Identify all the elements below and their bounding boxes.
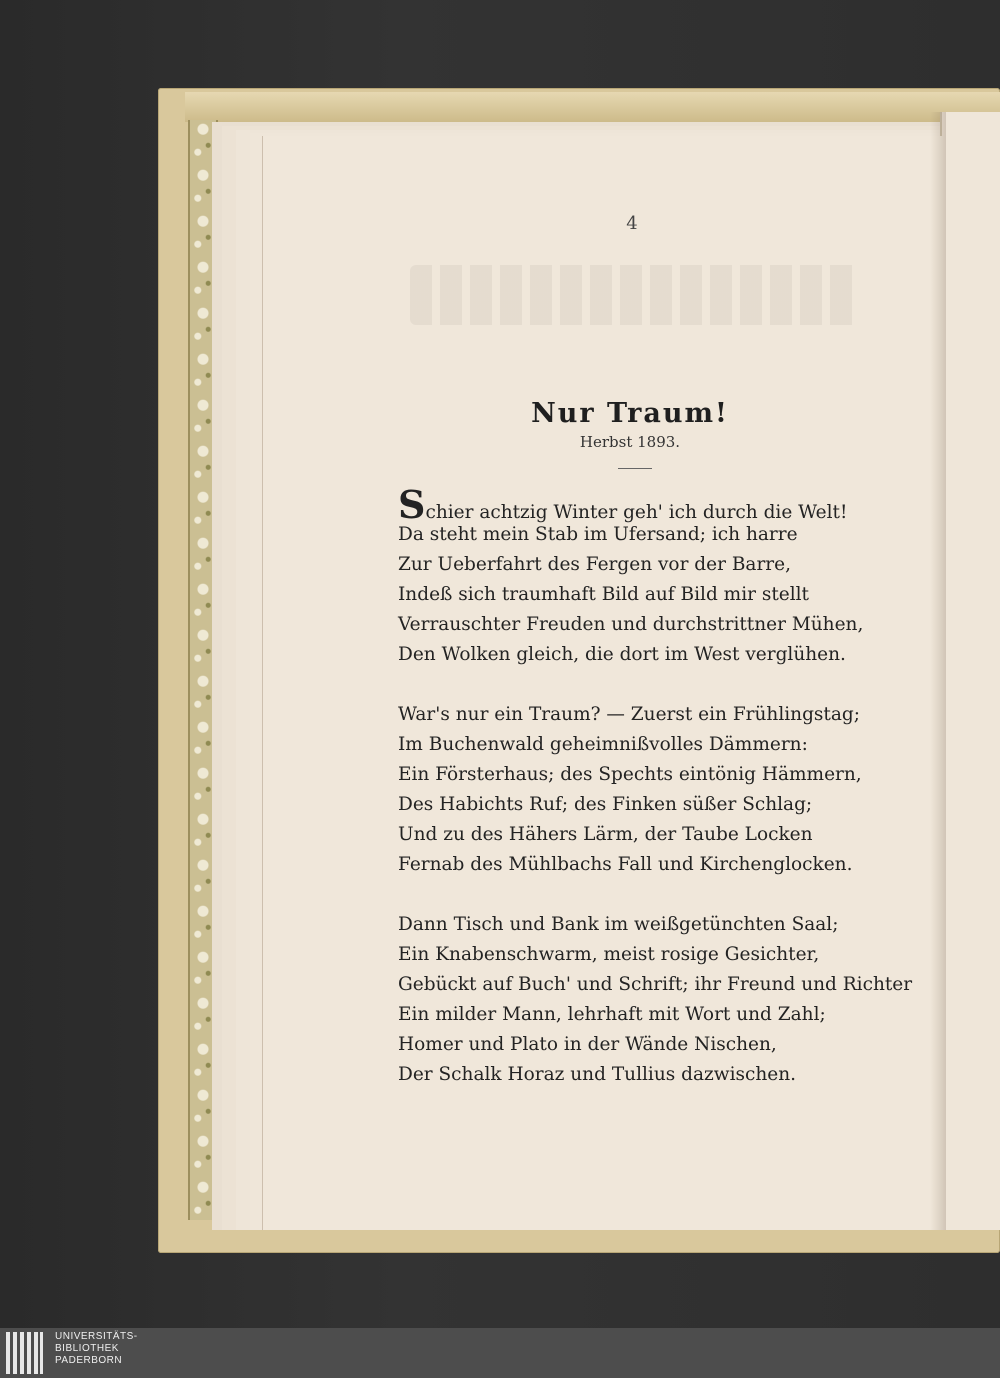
logo-line: BIBLIOTHEK [55, 1343, 119, 1354]
poem-line: Homer und Plato in der Wände Nischen, [398, 1034, 777, 1055]
poem-body [398, 482, 913, 1120]
poem-line: Indeß sich traumhaft Bild auf Bild mir stellt [398, 584, 809, 605]
drop-cap: S [398, 482, 426, 527]
poem-line: Der Schalk Horaz und Tullius dazwischen. [398, 1064, 796, 1085]
footer-bar [0, 1328, 1000, 1378]
poem-date: Herbst 1893. [579, 433, 681, 451]
spine-shadow [930, 112, 946, 1230]
facing-page-edge [940, 112, 1000, 1230]
poem-line: Ein Knabenschwarm, meist rosige Gesichter, [398, 944, 820, 965]
poem-line: Ein milder Mann, lehrhaft mit Wort und Zahl; [398, 1004, 826, 1025]
stanza-2 [398, 700, 898, 880]
page-number: 4 [626, 213, 638, 234]
poem-line: Verrauschter Freuden und durchstrittner Mühen, [398, 614, 864, 635]
poem-line [398, 482, 898, 527]
library-logo-text [55, 1331, 138, 1367]
poem-line: Ein Försterhaus; des Spechts eintönig Hämmern, [398, 764, 862, 785]
logo-line: UNIVERSITÄTS- [55, 1331, 138, 1342]
poem-line: Da steht mein Stab im Ufersand; ich harre [398, 524, 798, 545]
stanza-1 [398, 482, 898, 670]
poem-line: Fernab des Mühlbachs Fall und Kirchenglocken. [398, 854, 853, 875]
poem-line: Dann Tisch und Bank im weißgetünchten Saal; [398, 914, 839, 935]
bleed-through-shadow [410, 265, 860, 325]
poem-line: Und zu des Hähers Lärm, der Taube Locken [398, 824, 813, 845]
poem-line: Des Habichts Ruf; des Finken süßer Schlag; [398, 794, 813, 815]
stanza-3 [398, 910, 913, 1090]
poem-line: War's nur ein Traum? — Zuerst ein Frühlingstag; [398, 704, 860, 725]
poem-line: Zur Ueberfahrt des Fergen vor der Barre, [398, 554, 791, 575]
title-divider [618, 468, 652, 469]
poem-title: Nur Traum! [531, 398, 729, 429]
poem-line: Im Buchenwald geheimnißvolles Dämmern: [398, 734, 808, 755]
poem-line: Den Wolken gleich, die dort im West verglühen. [398, 644, 846, 665]
poem-line-text: chier achtzig Winter geh' ich durch die Welt! [425, 502, 848, 523]
poem-line: Gebückt auf Buch' und Schrift; ihr Freund und Richter [398, 974, 913, 995]
logo-line: PADERBORN [55, 1355, 123, 1366]
book-cover-top-edge [185, 92, 1000, 122]
library-logo-icon [6, 1332, 44, 1374]
